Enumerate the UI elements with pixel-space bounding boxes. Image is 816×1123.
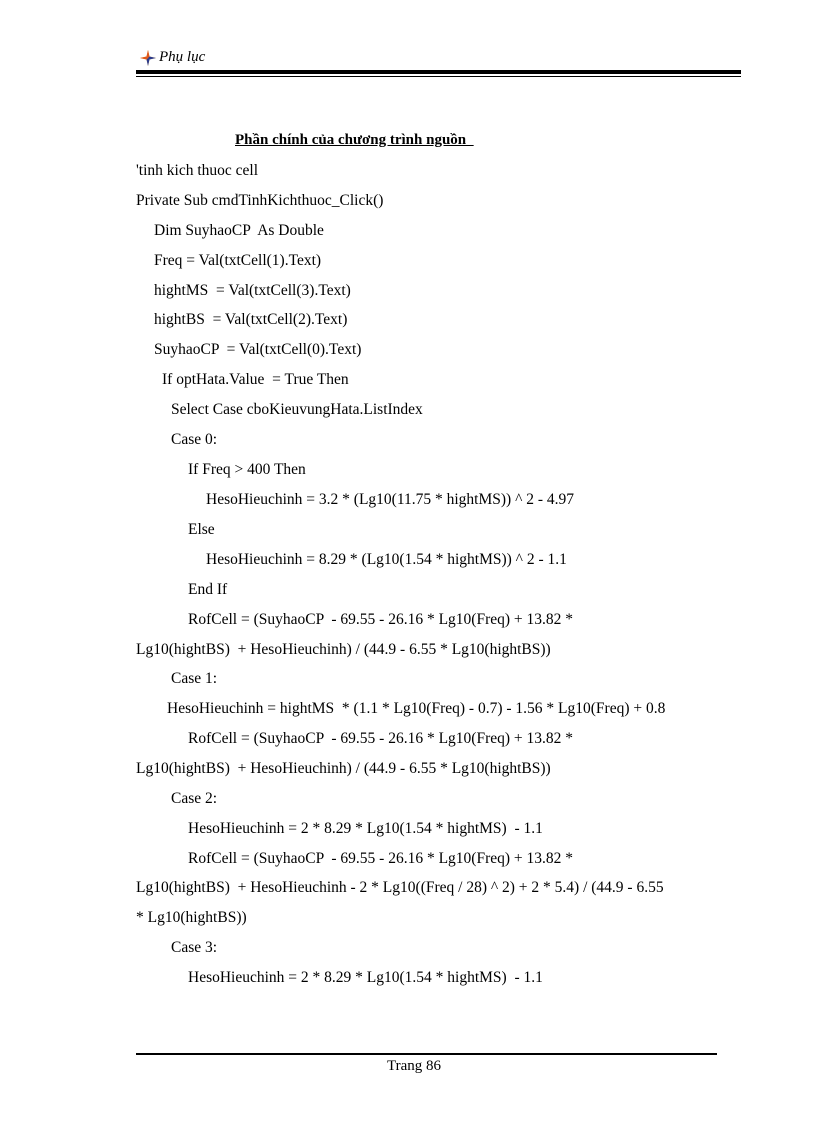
code-line: HesoHieuchinh = 8.29 * (Lg10(1.54 * hightMS)) ^ 2 - 1.1 [206,551,567,568]
page-footer [0,1058,816,1075]
footer-divider [136,1053,717,1055]
code-line: Else [188,521,215,538]
code-line: hightBS = Val(txtCell(2).Text) [154,311,348,328]
code-line: HesoHieuchinh = 2 * 8.29 * Lg10(1.54 * hightMS) - 1.1 [188,969,543,986]
cross-star-icon [140,50,156,66]
code-line: End If [188,581,228,598]
code-line: SuyhaoCP = Val(txtCell(0).Text) [154,341,362,358]
code-line: Case 3: [171,939,218,956]
code-line: Select Case cboKieuvungHata.ListIndex [171,401,423,418]
header-divider-thin [136,76,741,77]
code-line: * Lg10(hightBS)) [136,909,247,926]
header-divider-thick [136,70,741,74]
code-line: hightMS = Val(txtCell(3).Text) [154,282,351,299]
code-line: RofCell = (SuyhaoCP - 69.55 - 26.16 * Lg10(Freq) + 13.82 * [188,611,574,628]
code-line: Private Sub cmdTinhKichthuoc_Click() [136,192,384,209]
code-line: If Freq > 400 Then [188,461,306,478]
code-line: HesoHieuchinh = 3.2 * (Lg10(11.75 * hightMS)) ^ 2 - 4.97 [206,491,575,508]
section-title: Phần chính của chương trình nguồn [235,132,474,148]
code-line: If optHata.Value = True Then [162,371,349,388]
code-line: Freq = Val(txtCell(1).Text) [154,252,322,269]
page-number: Trang 86 [386,1058,442,1074]
code-line: Lg10(hightBS) + HesoHieuchinh) / (44.9 - 6.55 * Lg10(hightBS)) [136,641,551,658]
code-line: Lg10(hightBS) + HesoHieuchinh - 2 * Lg10((Freq / 28) ^ 2) + 2 * 5.4) / (44.9 - 6.55 [136,879,664,896]
code-line: Case 1: [171,670,218,687]
code-line: Case 0: [171,431,218,448]
code-line: Dim SuyhaoCP As Double [154,222,324,239]
code-line: HesoHieuchinh = hightMS * (1.1 * Lg10(Freq) - 0.7) - 1.56 * Lg10(Freq) + 0.8 [167,700,666,717]
header-title: Phụ lục [159,49,206,65]
code-line: RofCell = (SuyhaoCP - 69.55 - 26.16 * Lg10(Freq) + 13.82 * [188,730,574,747]
code-line: Case 2: [171,790,218,807]
code-line: HesoHieuchinh = 2 * 8.29 * Lg10(1.54 * hightMS) - 1.1 [188,820,543,837]
code-line: Lg10(hightBS) + HesoHieuchinh) / (44.9 - 6.55 * Lg10(hightBS)) [136,760,551,777]
code-line: RofCell = (SuyhaoCP - 69.55 - 26.16 * Lg10(Freq) + 13.82 * [188,850,574,867]
code-line: 'tinh kich thuoc cell [136,162,259,179]
